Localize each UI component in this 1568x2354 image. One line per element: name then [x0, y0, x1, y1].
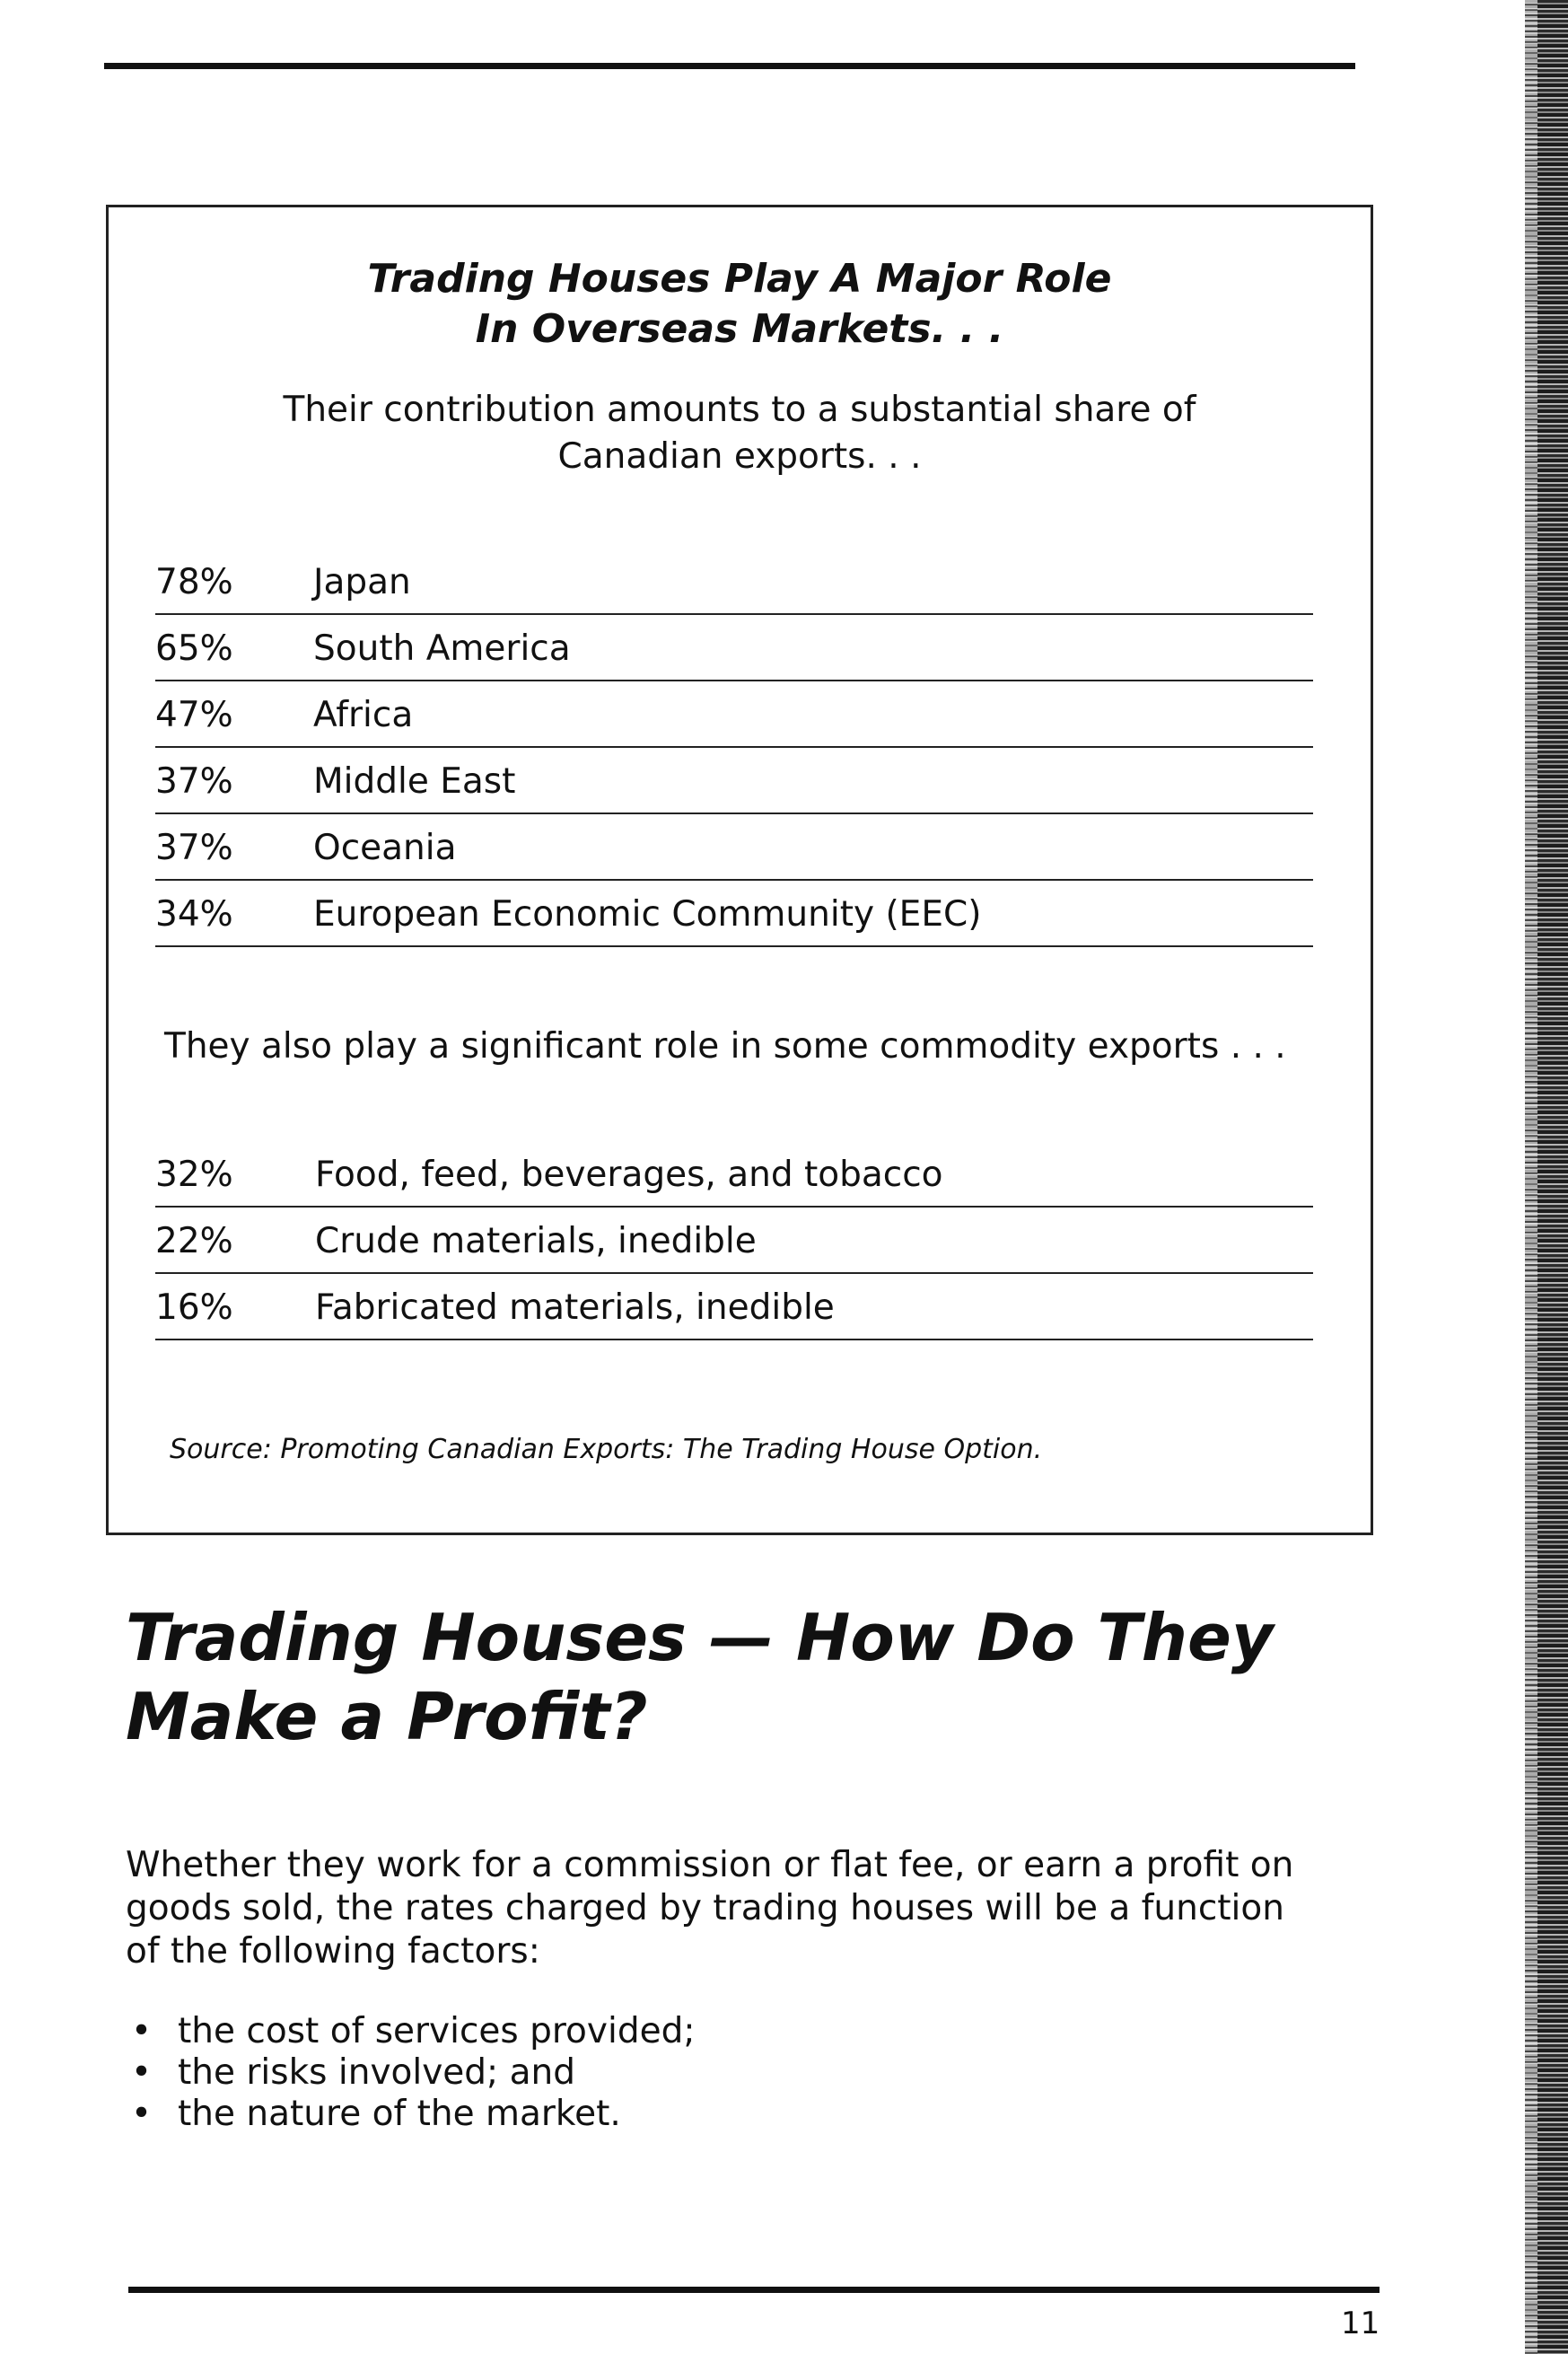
bottom-rule [128, 2287, 1380, 2293]
commodities-intro: They also play a significant role in some commodity exports . . . [164, 1026, 1286, 1067]
sidebar-box [106, 205, 1373, 1535]
list-item [126, 2052, 695, 2094]
row-percent: 47% [155, 695, 233, 735]
row-percent: 65% [155, 628, 233, 669]
paragraph-line-1: Whether they work for a commission or flat fee, or earn a profit on [126, 1845, 1294, 1885]
box-title-line-2: In Overseas Markets. . . [475, 306, 1004, 352]
row-percent: 22% [155, 1221, 233, 1261]
row-label: Fabricated materials, inedible [315, 1287, 835, 1328]
top-rule [104, 63, 1355, 69]
paragraph-line-3: of the following factors: [126, 1931, 540, 1972]
table-row [155, 1274, 1313, 1340]
bullet-icon: • [131, 2052, 153, 2093]
row-percent: 37% [155, 828, 233, 868]
factor-list [126, 2011, 695, 2135]
table-row [155, 748, 1313, 814]
row-label: Food, feed, beverages, and tobacco [315, 1155, 943, 1195]
list-item-text: the nature of the market. [178, 2094, 621, 2134]
bullet-icon: • [131, 2011, 153, 2051]
table-row [155, 881, 1313, 947]
table-row [155, 1141, 1313, 1208]
row-label: Oceania [313, 828, 457, 868]
box-intro [109, 387, 1371, 480]
box-title-line-1: Trading Houses Play A Major Role [367, 256, 1112, 302]
table-row [155, 549, 1313, 615]
box-title [109, 254, 1371, 355]
body-paragraph [126, 1844, 1364, 1973]
source-citation: Source: Promoting Canadian Exports: The Trading House Option. [170, 1434, 1043, 1465]
row-label: Middle East [313, 761, 516, 802]
section-heading [126, 1598, 1274, 1756]
row-label: South America [313, 628, 571, 669]
row-percent: 37% [155, 761, 233, 802]
list-item [126, 2094, 695, 2135]
list-item-text: the risks involved; and [178, 2052, 575, 2093]
section-heading-line-2: Make a Profit? [126, 1679, 648, 1754]
table-row [155, 615, 1313, 681]
scan-edge-strip [1525, 0, 1568, 2354]
row-label: European Economic Community (EEC) [313, 894, 982, 935]
page-number: 11 [1341, 2306, 1380, 2341]
row-percent: 34% [155, 894, 233, 935]
regions-table [155, 549, 1313, 947]
list-item [126, 2011, 695, 2052]
paragraph-line-2: goods sold, the rates charged by trading houses will be a function [126, 1888, 1284, 1928]
row-percent: 78% [155, 562, 233, 602]
table-row [155, 814, 1313, 881]
table-row [155, 681, 1313, 748]
row-percent: 32% [155, 1155, 233, 1195]
row-label: Japan [313, 562, 411, 602]
box-intro-line-2: Canadian exports. . . [557, 436, 922, 477]
section-heading-line-1: Trading Houses — How Do They [126, 1600, 1274, 1675]
row-percent: 16% [155, 1287, 233, 1328]
row-label: Africa [313, 695, 414, 735]
bullet-icon: • [131, 2094, 153, 2134]
row-label: Crude materials, inedible [315, 1221, 757, 1261]
table-row [155, 1208, 1313, 1274]
box-intro-line-1: Their contribution amounts to a substantial share of [283, 390, 1196, 430]
list-item-text: the cost of services provided; [178, 2011, 696, 2051]
commodities-table [155, 1141, 1313, 1340]
